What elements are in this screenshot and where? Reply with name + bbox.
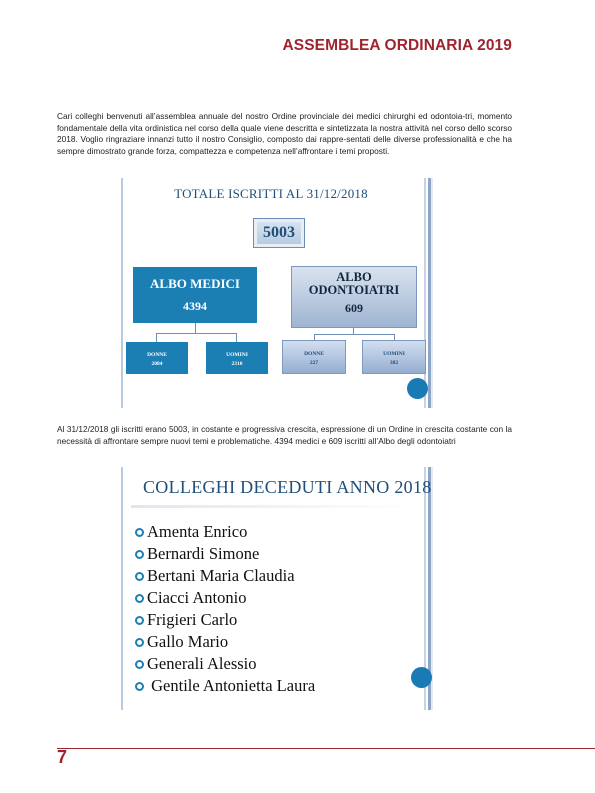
- circle-bullet-icon: [135, 550, 144, 559]
- circle-bullet-icon: [135, 638, 144, 647]
- total-box: [253, 218, 305, 248]
- slide-colleghi-deceduti: [121, 467, 433, 710]
- connector: [195, 323, 196, 333]
- connector: [314, 334, 394, 335]
- list-item: [135, 675, 315, 697]
- list-item-text: Frigieri Carlo: [147, 610, 238, 629]
- circle-bullet-icon: [135, 528, 144, 537]
- odontoiatri-donne-box: [282, 340, 346, 374]
- list-item-text: Amenta Enrico: [147, 522, 248, 541]
- intro-paragraph: Cari colleghi benvenuti all’assemblea annuale del nostro Ordine provinciale dei medici chirurghi ed odontoia-tri, momento fondamentale della vita ordinistica nel corso della quale viene descritta e sintetizzata la nostra attività nel corso dello scorso 2018. Voglio ringraziare innanzi tutto il nostro Consiglio, composto dai rappre-sentati delle diverse professionalità e che ha sempre dimostrato grande forza, compattezza e competenza nell’affrontare i temi proposti.: [57, 111, 512, 156]
- odontoiatri-uomini-box: [362, 340, 426, 374]
- list-item: [135, 521, 315, 543]
- list-item: [135, 587, 315, 609]
- page-header-title: ASSEMBLEA ORDINARIA 2019: [282, 37, 512, 54]
- albo-medici-count: 4394: [183, 299, 207, 313]
- connector: [156, 333, 236, 334]
- medici-donne-box: [126, 342, 188, 374]
- summary-paragraph: Al 31/12/2018 gli iscritti erano 5003, in costante e progressiva crescita, espressione di un Ordine in crescita costante con la necessità di affrontare sempre nuovi temi e problematiche. 4394 medici e 609 iscritti all’Albo degli odontoiatri: [57, 424, 512, 446]
- circle-bullet-icon: [135, 594, 144, 603]
- medici-uomini-label: UOMINI: [226, 352, 248, 358]
- list-item-text: Ciacci Antonio: [147, 588, 247, 607]
- slide-left-rule: [121, 178, 123, 408]
- albo-odontoiatri-box: [291, 266, 417, 328]
- list-item: [135, 565, 315, 587]
- list-item: [135, 653, 315, 675]
- odontoiatri-donne-value: 227: [309, 360, 319, 366]
- list-item-text: Bernardi Simone: [147, 544, 260, 563]
- slide-dot-decoration: [407, 378, 428, 399]
- list-item-text: Gallo Mario: [147, 632, 229, 651]
- circle-bullet-icon: [135, 682, 144, 691]
- odontoiatri-uomini-value: 382: [389, 360, 399, 366]
- medici-donne-value: 2084: [151, 361, 163, 367]
- list-item: [135, 609, 315, 631]
- list-item-text: Bertani Maria Claudia: [147, 566, 295, 585]
- odontoiatri-donne-label: DONNE: [304, 351, 324, 357]
- slide-totale-iscritti: [121, 178, 433, 408]
- slide-left-rule: [121, 467, 123, 710]
- connector: [353, 327, 354, 334]
- albo-odontoiatri-label: ALBO ODONTOIATRI: [308, 270, 400, 297]
- albo-odontoiatri-count: 609: [345, 301, 363, 315]
- albo-medici-label: ALBO MEDICI: [150, 276, 240, 291]
- albo-medici-box: [133, 267, 257, 323]
- connector: [156, 333, 157, 342]
- list-item: [135, 543, 315, 565]
- circle-bullet-icon: [135, 572, 144, 581]
- title-underline: [131, 505, 419, 508]
- connector: [236, 333, 237, 342]
- odontoiatri-uomini-label: UOMINI: [383, 351, 405, 357]
- medici-donne-label: DONNE: [147, 352, 167, 358]
- page-number: 7: [57, 747, 68, 767]
- circle-bullet-icon: [135, 616, 144, 625]
- medici-uomini-box: [206, 342, 268, 374]
- slide-title: TOTALE ISCRITTI AL 31/12/2018: [174, 186, 368, 201]
- total-value: 5003: [257, 222, 301, 244]
- list-item: [135, 631, 315, 653]
- medici-uomini-value: 2310: [231, 361, 243, 367]
- slide-dot-decoration: [411, 667, 432, 688]
- deceased-list: [135, 521, 315, 697]
- list-item-text: Generali Alessio: [147, 654, 257, 673]
- slide-title: COLLEGHI DECEDUTI ANNO 2018: [143, 477, 432, 497]
- circle-bullet-icon: [135, 660, 144, 669]
- list-item-text: Gentile Antonietta Laura: [147, 676, 316, 695]
- footer-rule: [57, 748, 595, 749]
